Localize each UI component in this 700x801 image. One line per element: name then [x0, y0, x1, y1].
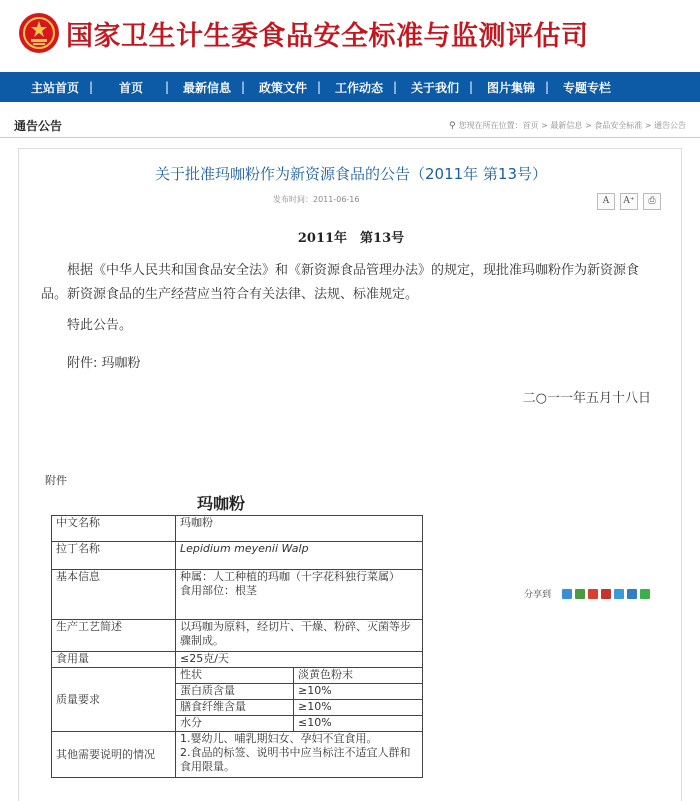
quality-item-value: 淡黄色粉末: [294, 668, 423, 684]
national-emblem-icon: [18, 12, 60, 54]
table-row: [52, 542, 423, 570]
nav-item-policy[interactable]: 政策文件: [258, 80, 307, 95]
article-title: 关于批准玛咖粉作为新资源食品的公告（2011年 第13号）: [154, 165, 548, 183]
publish-date: 发布时间：2011-06-16: [273, 195, 360, 204]
location-pin-icon: ⚲: [449, 121, 456, 131]
table-cell-label: 食用量: [52, 652, 176, 668]
print-button[interactable]: ⎙: [643, 193, 661, 210]
font-larger-button[interactable]: A⁺: [620, 193, 638, 210]
article-body: 根据《中华人民共和国食品安全法》和《新资源食品管理办法》的规定，现批准玛咖粉作为新资源食品。新资源食品的生产经营应当符合有关法律、法规、标准规定。: [41, 263, 640, 302]
nav-separator: |: [240, 80, 246, 94]
site-header: [0, 0, 700, 70]
table-cell-label: 其他需要说明的情况: [52, 732, 176, 778]
table-row: [52, 668, 423, 684]
nav-separator: |: [316, 80, 322, 94]
spec-table: [51, 515, 423, 778]
quality-item-name: 性状: [176, 668, 294, 684]
nav-item-latest[interactable]: 最新信息: [182, 80, 231, 95]
nav-item-special[interactable]: 专题专栏: [562, 80, 611, 95]
qzone-icon[interactable]: [562, 589, 572, 599]
nav-separator: |: [468, 80, 474, 94]
table-row: [52, 516, 423, 542]
nav-separator: |: [88, 80, 94, 94]
article-panel: [18, 148, 682, 801]
quality-item-value: ≥10%: [294, 684, 423, 700]
other-note-2: 2.食品的标签、说明书中应当标注不适宜人群和食用限量。: [180, 746, 411, 773]
basic-info-part: 食用部位：根茎: [180, 584, 257, 597]
other-note-1: 1.婴幼儿、哺乳期妇女、孕妇不宜食用。: [180, 732, 378, 745]
table-cell-value: Lepidium meyenii Walp: [176, 542, 423, 570]
renren-icon[interactable]: [588, 589, 598, 599]
basic-info-genus: 种属：人工种植的玛咖（十字花科独行菜属）: [180, 570, 400, 583]
breadcrumb-text[interactable]: 您现在所在位置：首页 > 最新信息 > 食品安全标准 > 通告公告: [458, 121, 686, 130]
people-icon[interactable]: [627, 589, 637, 599]
nav-separator: |: [392, 80, 398, 94]
nav-item-work[interactable]: 工作动态: [334, 80, 383, 95]
table-row: [52, 652, 423, 668]
nav-item-home[interactable]: 首页: [118, 80, 143, 95]
table-cell-value: ≤25克/天: [176, 652, 423, 668]
table-cell-label: 中文名称: [52, 516, 176, 542]
douban-icon[interactable]: [575, 589, 585, 599]
table-cell-label: 质量要求: [52, 668, 176, 732]
table-cell-label: 拉丁名称: [52, 542, 176, 570]
nav-separator: |: [164, 80, 170, 94]
table-cell-value: [176, 570, 423, 620]
quality-item-name: 蛋白质含量: [176, 684, 294, 700]
table-cell-value: 玛咖粉: [176, 516, 423, 542]
font-smaller-button[interactable]: A: [597, 193, 615, 210]
quality-item-name: 膳食纤维含量: [176, 700, 294, 716]
table-cell-value: [176, 732, 423, 778]
closing-statement: 特此公告。: [67, 318, 133, 333]
share-label: 分享到: [524, 590, 552, 600]
attachment-label: 附件: [45, 474, 67, 487]
wechat-icon[interactable]: [640, 589, 650, 599]
table-row: [52, 620, 423, 652]
table-cell-label: 基本信息: [52, 570, 176, 620]
table-cell-value: 以玛咖为原料，经切片、干燥、粉碎、灭菌等步骤制成。: [176, 620, 423, 652]
kaixin-icon[interactable]: [601, 589, 611, 599]
site-title: 国家卫生计生委食品安全标准与监测评估司: [66, 21, 589, 52]
section-title: 通告公告: [14, 119, 63, 133]
nav-item-about[interactable]: 关于我们: [410, 80, 459, 95]
quality-item-name: 水分: [176, 716, 294, 732]
attachment-title: 玛咖粉: [197, 494, 246, 513]
breadcrumb: [449, 120, 686, 131]
signing-date: 二○一一年五月十八日: [522, 391, 651, 406]
section-bar: [0, 114, 700, 138]
table-cell-label: 生产工艺简述: [52, 620, 176, 652]
nav-item-main-home[interactable]: 主站首页: [30, 80, 79, 95]
attachment-line: 附件: 玛咖粉: [67, 356, 141, 371]
document-number: 2011年 第13号: [297, 231, 405, 246]
nav-item-gallery[interactable]: 图片集锦: [486, 80, 535, 95]
nav-separator: |: [544, 80, 550, 94]
tencent-weibo-icon[interactable]: [614, 589, 624, 599]
quality-item-value: ≥10%: [294, 700, 423, 716]
main-nav: [0, 72, 700, 102]
share-bar: [524, 587, 650, 600]
table-row: [52, 570, 423, 620]
table-row: [52, 732, 423, 778]
quality-item-value: ≤10%: [294, 716, 423, 732]
